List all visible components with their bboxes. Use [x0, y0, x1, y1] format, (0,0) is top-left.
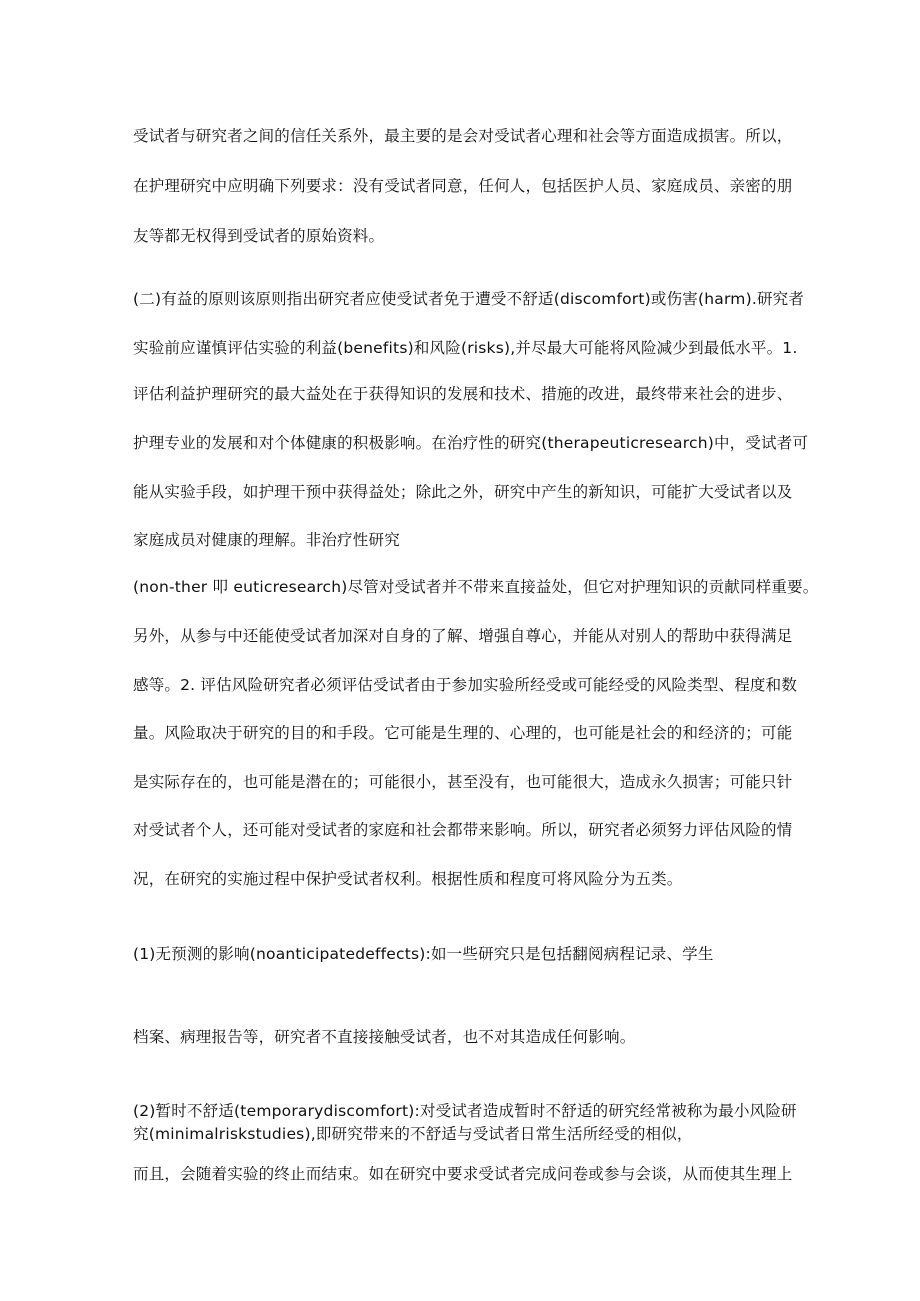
text-line: 家庭成员对健康的理解。非治疗性研究	[133, 531, 400, 549]
text-line: 评估利益护理研究的最大益处在于获得知识的发展和技术、措施的改进，最终带来社会的进步、	[133, 385, 793, 403]
text-line: 对受试者个人，还可能对受试者的家庭和社会都带来影响。所以，研究者必须努力评估风险的情	[133, 821, 793, 839]
text-line: (1)无预测的影响(noanticipatedeffects):如一些研究只是包括翻阅病程记录、学生	[133, 945, 714, 963]
text-line: (二)有益的原则该原则指出研究者应使受试者免于遭受不舒适(discomfort)或伤害(harm).研究者	[133, 290, 805, 308]
text-line: 另外，从参与中还能使受试者加深对自身的了解、增强自尊心，并能从对别人的帮助中获得满足	[133, 627, 793, 645]
text-line: 况，在研究的实施过程中保护受试者权利。根据性质和程度可将风险分为五类。	[133, 870, 683, 888]
text-line: 而且，会随着实验的终止而结束。如在研究中要求受试者完成问卷或参与会谈，从而使其生理上	[133, 1165, 793, 1183]
text-line: 感等。2. 评估风险研究者必须评估受试者由于参加实验所经受或可能经受的风险类型、程度和数	[133, 676, 798, 694]
text-line: 实验前应谨慎评估实验的利益(benefits)和风险(risks),并尽最大可能将风险减少到最低水平。1.	[133, 339, 798, 357]
text-line: 护理专业的发展和对个体健康的积极影响。在治疗性的研究(therapeuticresearch)中，受试者可	[133, 434, 809, 452]
text-line: 受试者与研究者之间的信任关系外，最主要的是会对受试者心理和社会等方面造成损害。所以，	[133, 127, 793, 145]
text-line: (non-ther 叩 euticresearch)尽管对受试者并不带来直接益处，但它对护理知识的贡献同样重要。	[133, 578, 819, 596]
text-line: (2)暂时不舒适(temporarydiscomfort):对受试者造成暂时不舒适的研究经常被称为最小风险研	[133, 1102, 797, 1120]
text-line: 量。风险取决于研究的目的和手段。它可能是生理的、心理的，也可能是社会的和经济的；可能	[133, 724, 793, 742]
text-line: 是实际存在的，也可能是潜在的；可能很小，甚至没有，也可能很大，造成永久损害；可能只针	[133, 773, 793, 791]
text-line: 档案、病理报告等，研究者不直接接触受试者，也不对其造成任何影响。	[133, 1028, 636, 1046]
text-line: 究(minimalriskstudies),即研究带来的不舒适与受试者日常生活所经受的相似，	[133, 1125, 693, 1143]
text-line: 在护理研究中应明确下列要求：没有受试者同意，任何人，包括医护人员、家庭成员、亲密的朋	[133, 177, 793, 195]
text-line: 友等都无权得到受试者的原始资料。	[133, 227, 385, 245]
text-line: 能从实验手段，如护理干预中获得益处；除此之外，研究中产生的新知识，可能扩大受试者以及	[133, 483, 793, 501]
